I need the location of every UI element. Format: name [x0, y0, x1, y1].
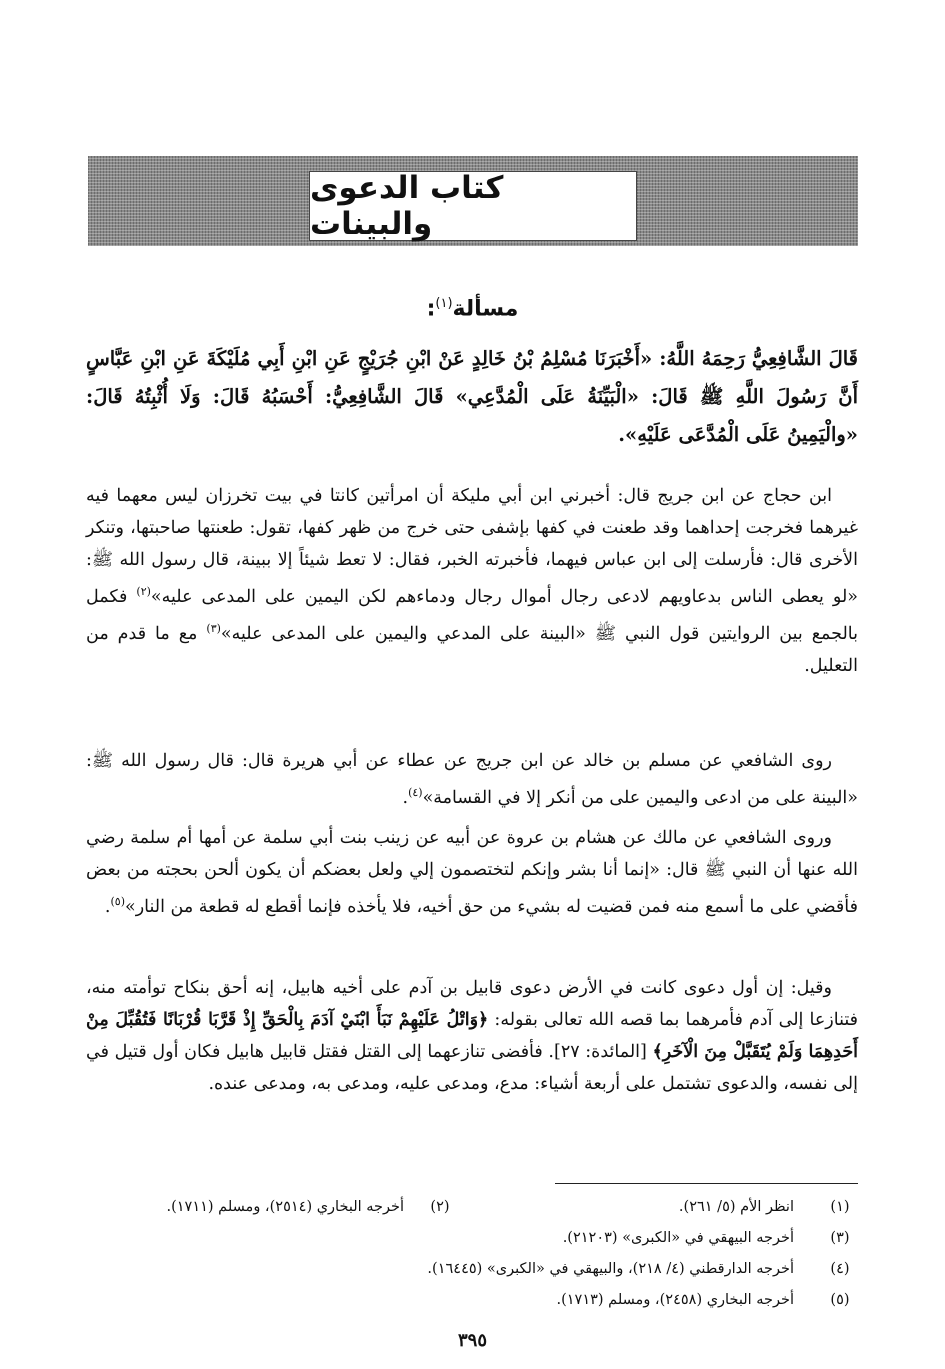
heading-text: مسألة	[452, 296, 519, 322]
footnote-ref: (١)	[435, 296, 453, 311]
verse-reference: [المائدة: ٢٧].	[542, 1042, 653, 1062]
footnote-text: أخرجه الدارقطني (٤/ ٢١٨)، والبيهقي في «الكبرى» (١٦٤٤٥).	[427, 1261, 794, 1277]
paragraph-text: وقيل: إن أول دعوى كانت في الأرض دعوى قابيل بن آدم على أخيه هابيل، إنه أحق بنكاح توأمته منه، فتنازعا إلى آدم فأمرهما بما قصه الله تعالى بقوله:	[86, 978, 858, 1030]
footnote-divider	[555, 1183, 858, 1184]
section-heading	[0, 296, 945, 321]
footnote-number: (٥)	[830, 1292, 850, 1308]
footnote-text: أخرجه البخاري (٢٤٥٨)، ومسلم (١٧١٣).	[556, 1292, 794, 1308]
footnote-ref: (٥)	[110, 895, 126, 908]
paragraph-text: فأفضى تنازعهما إلى القتل فقتل قابيل هابيل فكان أول قتيل في إلى نفسه، والدعوى تشتمل على أربعة أشياء: مدع، ومدعى عليه، ومدعى به، ومدعى عنده.	[86, 1042, 858, 1094]
footnote-number: (١)	[830, 1199, 850, 1215]
heading-colon: :	[426, 296, 436, 322]
paragraph-text: فكمل بالجمع بين الروايتين قول النبي ﷺ «البينة على المدعي واليمين على المدعى عليه»	[86, 586, 859, 644]
paragraph-3	[86, 822, 858, 923]
paragraph-4	[86, 972, 858, 1100]
footnote-row	[86, 1285, 858, 1316]
chapter-title: كتاب الدعوى والبينات	[310, 170, 504, 242]
chapter-title-box	[309, 171, 637, 241]
paragraph-text: وروى الشافعي عن مالك عن هشام بن عروة عن أبيه عن زينب بنت أبي سلمة عن أمها أم سلمة رضي الله عنها أن النبي ﷺ قال: «إنما أنا بشر وإنكم لتختصمون إلي ولعل بعضكم أن يكون ألحن بحجته من بعض فأقضي على ما أسمع منه فمن قضيت له بشيء من حق أخيه، فلا يأخذه فإنما أقطع له قطعة من النار»	[86, 828, 858, 917]
paragraph-2	[86, 745, 858, 814]
footnote-ref: (٤)	[408, 786, 423, 799]
footnote-number: (٤)	[830, 1261, 850, 1277]
footnote-ref: (٢)	[136, 585, 151, 598]
footnote-row	[86, 1223, 858, 1254]
paragraph-text: مع ما قدم من التعليل.	[86, 623, 858, 676]
footnote-text: انظر الأم (٥/ ٢٦١).	[678, 1199, 794, 1215]
paragraph-text: روى الشافعي عن مسلم بن خالد عن ابن جريج عن عطاء عن أبي هريرة قال: قال رسول الله ﷺ: «البينة على من ادعى واليمين على من أنكر إلا في القسامة»	[86, 751, 858, 808]
footnote-number: (٢)	[430, 1199, 450, 1215]
matn-paragraph: قَالَ الشَّافِعِيُّ رَحِمَهُ اللَّهُ: «أَخْبَرَنَا مُسْلِمُ بْنُ خَالِدٍ عَنْ ابْنِ جُرَيْجٍ عَنِ ابْنِ أَبِي مُلَيْكَةَ عَنِ ابْنِ عَبَّاسٍ أَنَّ رَسُولَ اللَّهِ ﷺ قَالَ: «الْبَيِّنَةُ عَلَى الْمُدَّعِي» قَالَ الشَّافِعِيُّ: أَحْسَبُهُ قَالَ: وَلَا أُثْبِتُهُ قَالَ: «والْيَمِينُ عَلَى الْمُدَّعَى عَلَيْهِ».	[86, 347, 858, 446]
page-number: ٣٩٥	[457, 1330, 487, 1351]
footnote-text: أخرجه البيهقي في «الكبرى» (٢١٢٠٣).	[562, 1230, 794, 1246]
footnote-ref: (٣)	[206, 621, 221, 635]
paragraph-text: ابن حجاج عن ابن جريج قال: أخبرني ابن أبي مليكة أن امرأتين كانتا في بيت تخرزان ليس معهما فيه غيرهما فخرجت إحداهما وقد طعنت في كفها بإشفى حتى خرج من ظهر كفها، تقول: طعنتها صاحبتها، وتنكر الأخرى قال: فأرسلت إلى ابن عباس فيهما، فأخبرته الخبر، فقال: لا تعط شيئاً إلا ببينة، قال رسول الله ﷺ: «لو يعطى الناس بدعاويهم لادعى رجال أموال رجال ودماءهم لكن اليمين على المدعى عليه»	[86, 486, 858, 607]
footnote-number: (٣)	[830, 1230, 850, 1246]
footnote-row	[86, 1254, 858, 1285]
paragraph-1	[86, 480, 858, 682]
paragraph-text: .	[402, 787, 409, 808]
quran-verse: ﴿وَاتْلُ عَلَيْهِمْ نَبَأَ ابْنَيْ آدَمَ بِالْحَقِّ إِذْ قَرَّبَا قُرْبَانًا فَتُقُبِّلَ مِنْ أَحَدِهِمَا وَلَمْ يُتَقَبَّلْ مِنَ الْآخَرِ﴾	[86, 1010, 859, 1062]
footnote-row	[86, 1192, 858, 1223]
footnote-text: أخرجه البخاري (٢٥١٤)، ومسلم (١٧١١).	[166, 1199, 404, 1215]
paragraph-text: .	[104, 896, 111, 917]
footnotes	[86, 1192, 858, 1316]
